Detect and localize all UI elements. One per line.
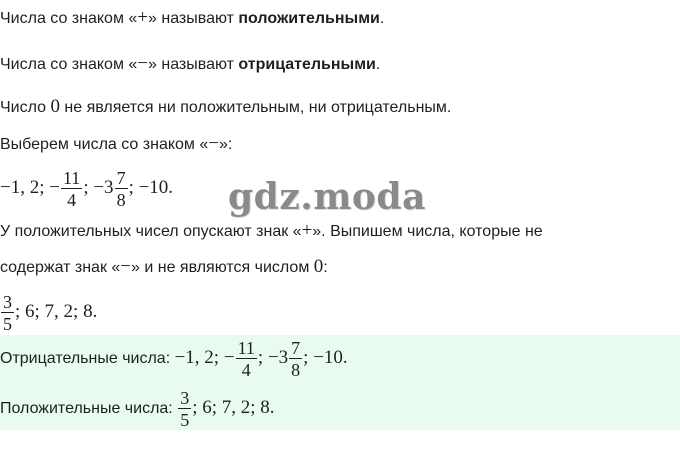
negative-numbers-expression: −1, 2; − $\frac{11}{4}$ ; −3 $\frac{7}{8}$ ; −10.: [0, 167, 174, 210]
fraction-11-4: $\frac{11}{4}$: [237, 337, 255, 380]
definition-positive: Числа со знаком «+» называют положительными.: [0, 7, 385, 28]
answer-positive-label: Положительные числа:: [0, 400, 178, 417]
plus-sign-note-continued: содержат знак «−» и не являются числом 0:: [0, 256, 328, 277]
select-negative-instruction: Выберем числа со знаком «−»:: [0, 133, 233, 154]
fraction-3-5: $\frac{3}{5}$: [180, 387, 190, 430]
fraction-7-8: $\frac{7}{8}$: [116, 167, 126, 210]
fraction-3-5: $\frac{3}{5}$: [3, 291, 12, 334]
answer-positive: Положительные числа: $\frac{3}{5}$ ; 6; 7, 2; 8.: [0, 387, 275, 430]
positive-numbers-expression: $\frac{3}{5}$ ; 6; 7, 2; 8.: [3, 291, 98, 334]
definition-negative: Числа со знаком «−» называют отрицательными.: [0, 53, 381, 74]
watermark-logo: gdz.moda: [228, 176, 426, 218]
fraction-7-8: $\frac{7}{8}$: [291, 337, 301, 380]
zero-note: Число 0 не является ни положительным, ни отрицательным.: [0, 96, 452, 117]
answer-negative-label: Отрицательные числа:: [0, 350, 175, 367]
answer-negative: Отрицательные числа: −1, 2; − $\frac{11}{4}$ ; −3 $\frac{7}{8}$ ; −10.: [0, 337, 348, 380]
plus-sign-note: У положительных чисел опускают знак «+». Выпишем числа, которые не: [0, 220, 543, 241]
fraction-11-4: $\frac{11}{4}$: [62, 167, 81, 210]
